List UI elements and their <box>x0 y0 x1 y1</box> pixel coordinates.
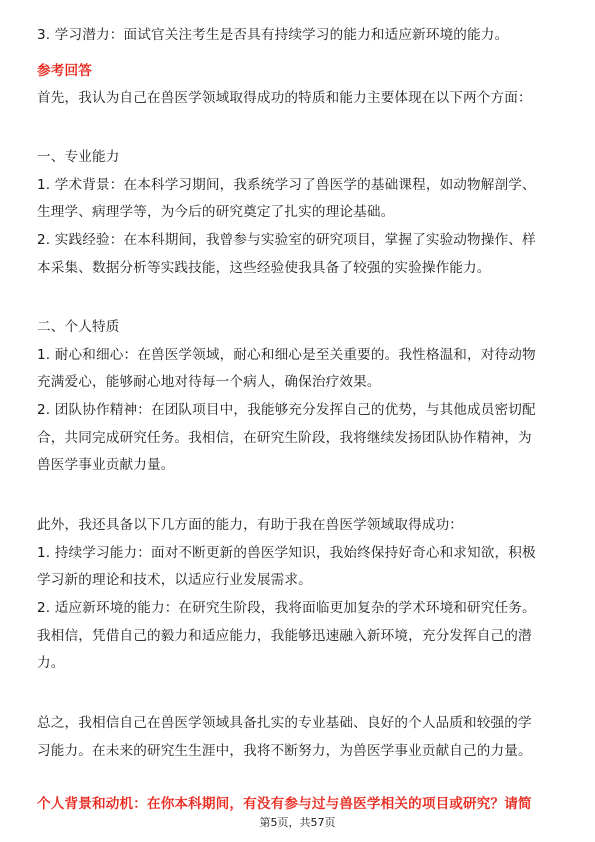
paragraph-line: 生理学、病理学等，为今后的研究奠定了扎实的理论基础。 <box>37 204 395 220</box>
paragraph-line: 兽医学事业贡献力量。 <box>37 457 175 473</box>
paragraph-line: 2. 团队协作精神：在团队项目中，我能够充分发挥自己的优势，与其他成员密切配 <box>37 402 536 418</box>
paragraph-line: 充满爱心，能够耐心地对待每一个病人，确保治疗效果。 <box>37 374 381 390</box>
question-3-learning-potential: 3. 学习潜力：面试官关注考生是否具有持续学习的能力和适应新环境的能力。 <box>37 27 509 43</box>
answer-intro: 首先，我认为自己在兽医学领域取得成功的特质和能力主要体现在以下两个方面： <box>37 90 532 106</box>
paragraph-line: 2. 实践经验：在本科期间，我曾参与实验室的研究项目，掌握了实验动物操作、样 <box>37 232 536 248</box>
section-heading-personal: 二、个人特质 <box>37 319 120 335</box>
paragraph-line: 此外，我还具备以下几方面的能力，有助于我在兽医学领域取得成功： <box>37 517 464 533</box>
paragraph-line: 本采集、数据分析等实践技能，这些经验使我具备了较强的实验操作能力。 <box>37 260 491 276</box>
paragraph-line: 学习新的理论和技术，以适应行业发展需求。 <box>37 572 312 588</box>
paragraph-line: 合，共同完成研究任务。我相信，在研究生阶段，我将继续发扬团队协作精神，为 <box>37 430 532 446</box>
next-question-heading: 个人背景和动机：在你本科期间，有没有参与过与兽医学相关的项目或研究？请简 <box>37 796 532 812</box>
paragraph-line: 我相信，凭借自己的毅力和适应能力，我能够迅速融入新环境，充分发挥自己的潜 <box>37 628 532 644</box>
paragraph-line: 1. 耐心和细心：在兽医学领域，耐心和细心是至关重要的。我性格温和，对待动物 <box>37 347 536 363</box>
paragraph-line: 1. 持续学习能力：面对不断更新的兽医学知识，我始终保持好奇心和求知欲，积极 <box>37 545 536 561</box>
paragraph-line: 力。 <box>37 655 65 671</box>
paragraph-line: 习能力。在未来的研究生生涯中，我将不断努力，为兽医学事业贡献自己的力量。 <box>37 743 532 759</box>
page-number: 第5页，共57页 <box>259 816 336 829</box>
paragraph-line: 2. 适应新环境的能力：在研究生阶段，我将面临更加复杂的学术环境和研究任务。 <box>37 600 536 616</box>
paragraph-line: 1. 学术背景：在本科学习期间，我系统学习了兽医学的基础课程，如动物解剖学、 <box>37 177 536 193</box>
reference-answer-heading: 参考回答 <box>37 63 92 79</box>
paragraph-line: 总之，我相信自己在兽医学领域具备扎实的专业基础、良好的个人品质和较强的学 <box>37 715 532 731</box>
section-heading-professional: 一、专业能力 <box>37 149 120 165</box>
